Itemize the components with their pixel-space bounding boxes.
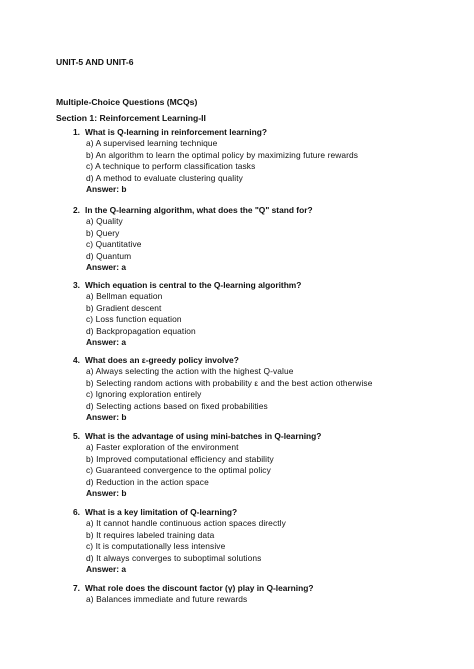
question-1 — [56, 127, 456, 196]
question-5 — [56, 431, 456, 500]
unit-title: UNIT-5 AND UNIT-6 — [56, 57, 134, 67]
question-text: What is Q-learning in reinforcement learning? — [85, 127, 267, 137]
option-b: b) Selecting random actions with probability ε and the best action otherwise — [86, 377, 373, 388]
question-text: What role does the discount factor (γ) play in Q-learning? — [85, 583, 314, 593]
answer: Answer: a — [86, 262, 127, 273]
question-number: 3. — [73, 280, 80, 290]
question-2 — [56, 205, 456, 274]
option-a: a) Balances immediate and future rewards — [86, 594, 248, 604]
answer: Answer: a — [86, 564, 127, 575]
mcq-heading: Multiple-Choice Questions (MCQs) — [56, 97, 198, 107]
option-b: b) An algorithm to learn the optimal policy by maximizing future rewards — [86, 149, 359, 160]
option-d: d) A method to evaluate clustering quality — [86, 172, 243, 183]
question-text: Which equation is central to the Q-learning algorithm? — [85, 280, 302, 290]
option-c: c) Loss function equation — [86, 314, 182, 325]
answer: Answer: b — [86, 412, 127, 423]
option-d: d) It always converges to suboptimal solutions — [86, 552, 262, 563]
question-text: What is a key limitation of Q-learning? — [85, 507, 238, 517]
answer: Answer: b — [86, 488, 127, 499]
question-number: 4. — [73, 355, 80, 365]
option-b: b) Query — [86, 227, 120, 238]
option-a: a) Bellman equation — [86, 291, 163, 301]
option-b: b) Gradient descent — [86, 302, 162, 313]
question-number: 6. — [73, 507, 80, 517]
question-6 — [56, 507, 456, 576]
option-a: a) Always selecting the action with the highest Q-value — [86, 366, 294, 376]
option-a: a) Faster exploration of the environment — [86, 442, 239, 452]
answer: Answer: b — [86, 184, 127, 195]
option-a: a) Quality — [86, 216, 123, 226]
question-number: 1. — [73, 127, 80, 137]
option-c: c) A technique to perform classification tasks — [86, 161, 256, 172]
option-a: a) A supervised learning technique — [86, 138, 218, 148]
question-number: 2. — [73, 205, 80, 215]
option-d: d) Reduction in the action space — [86, 476, 209, 487]
question-3 — [56, 280, 456, 349]
option-c: c) Ignoring exploration entirely — [86, 389, 202, 400]
option-d: d) Quantum — [86, 250, 132, 261]
question-number: 5. — [73, 431, 80, 441]
option-b: b) Improved computational efficiency and stability — [86, 453, 274, 464]
option-a: a) It cannot handle continuous action spaces directly — [86, 518, 286, 528]
question-text: What does an ε-greedy policy involve? — [85, 355, 239, 365]
option-b: b) It requires labeled training data — [86, 529, 215, 540]
answer: Answer: a — [86, 337, 127, 348]
option-c: c) Guaranteed convergence to the optimal policy — [86, 465, 271, 476]
question-7 — [56, 583, 456, 606]
question-4 — [56, 355, 456, 424]
option-c: c) It is computationally less intensive — [86, 541, 226, 552]
option-d: d) Backpropagation equation — [86, 325, 196, 336]
option-d: d) Selecting actions based on fixed probabilities — [86, 400, 268, 411]
option-c: c) Quantitative — [86, 239, 142, 250]
question-number: 7. — [73, 583, 80, 593]
question-text: In the Q-learning algorithm, what does the "Q" stand for? — [85, 205, 313, 215]
section-heading: Section 1: Reinforcement Learning-II — [56, 113, 206, 123]
question-text: What is the advantage of using mini-batches in Q-learning? — [85, 431, 322, 441]
